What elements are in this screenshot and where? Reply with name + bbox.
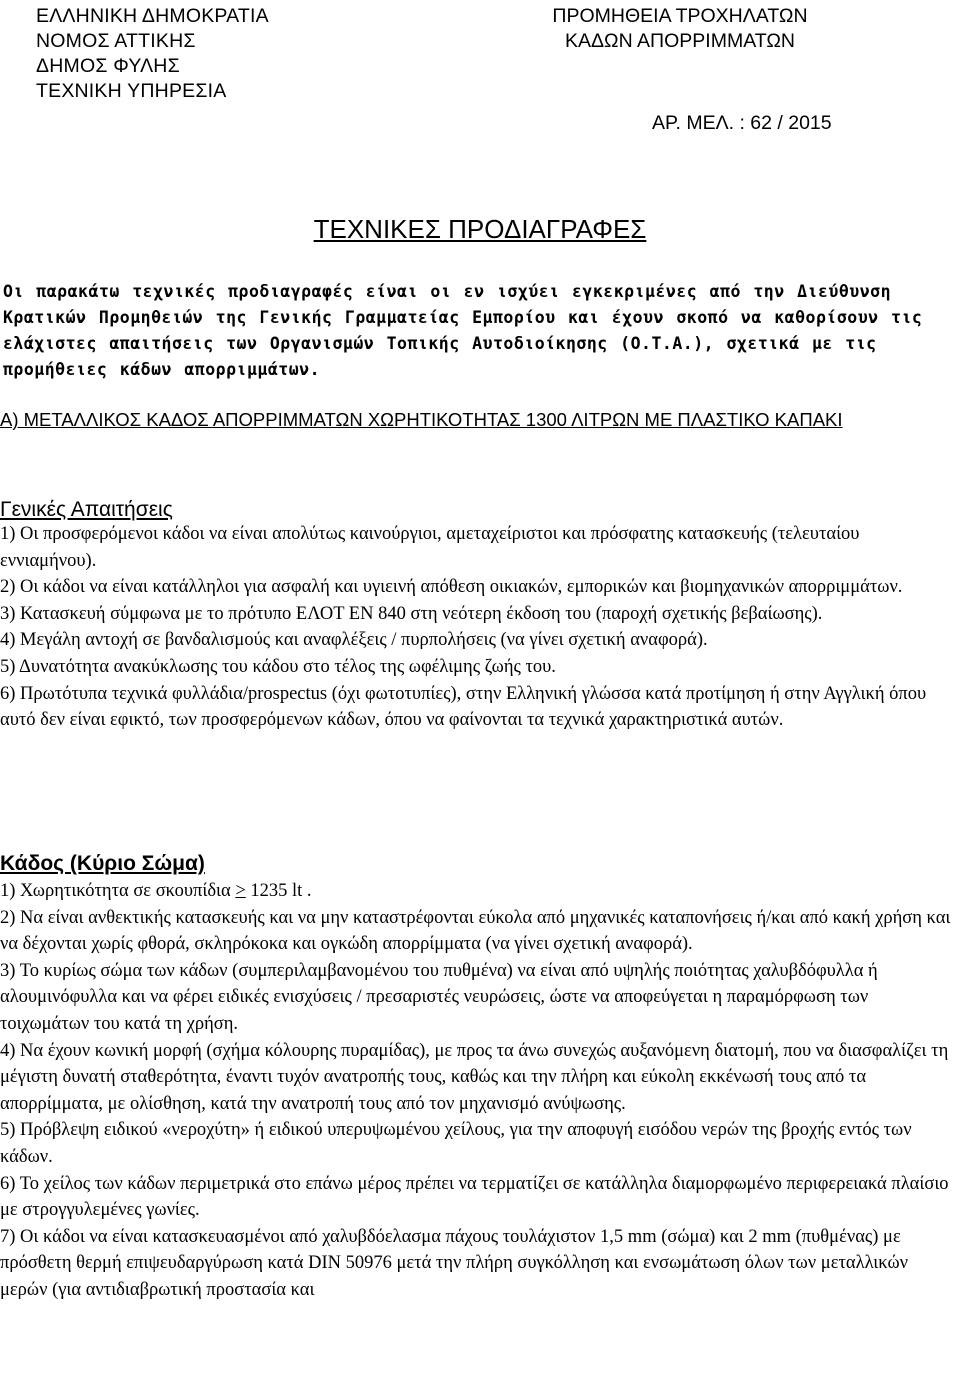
list-item: 5) Δυνατότητα ανακύκλωσης του κάδου στο τέλος της ωφέλιμης ζωής του. [0, 656, 556, 677]
section-a-heading: Α) ΜΕΤΑΛΛΙΚΟΣ ΚΑΔΟΣ ΑΠΟΡΡΙΜΜΑΤΩΝ ΧΩΡΗΤΙΚΟΤΗΤΑΣ 1300 ΛΙΤΡΩΝ ΜΕ ΠΛΑΣΤΙΚΟ ΚΑΠΑΚΙ [0, 409, 843, 430]
list-item: 7) Οι κάδοι να είναι κατασκευασμένοι από χαλυβδόελασμα πάχους τουλάχιστον 1,5 mm (σώμα) και 2 mm (πυθμένας) με πρόσθετη θερμή επιψευδαργύρωση κατά DIN 50976 μετά την πλήρη συγκόλληση και ενσωμάτωση όλων των μεταλλικών μερών (για αντιδιαβρωτική προστασία και [0, 1226, 908, 1300]
issuer-block [36, 4, 269, 104]
subject-line-2: ΚΑΔΩΝ ΑΠΟΡΡΙΜΜΑΤΩΝ [565, 30, 795, 52]
list-item: 1) Χωρητικότητα σε σκουπίδια > 1235 lt . [0, 881, 312, 901]
subject-line-1: ΠΡΟΜΗΘΕΙΑ ΤΡΟΧΗΛΑΤΩΝ [552, 5, 808, 27]
issuer-line-municipality: ΔΗΜΟΣ ΦΥΛΗΣ [36, 55, 180, 77]
list-item: 5) Πρόβλεψη ειδικού «νεροχύτη» ή ειδικού υπερυψωμένου χείλους, για την αποφυγή εισόδου νερών της βροχής εντός των κάδων. [0, 1120, 912, 1167]
general-requirements-list [0, 521, 956, 734]
list-item: 4) Να έχουν κωνική μορφή (σχήμα κόλουρης πυραμίδας), με προς τα άνω συνεχώς αυξανόμενη διατομή, που να διασφαλίζει τη μέγιστη δυνατή σταθερότητα, έναντι τυχόν ανατροπής τους, καθώς και την πλήρη και εύκολη εκκένωσή τους από τα απορρίμματα, με ολίσθηση, κατά την ανατροπή τους από τον μηχανισμό ανύψωσης. [0, 1040, 949, 1114]
list-item: 4) Μεγάλη αντοχή σε βανδαλισμούς και αναφλέξεις / πυρπολήσεις (να γίνει σχετική αναφορά). [0, 630, 708, 651]
list-item: 3) Το κυρίως σώμα των κάδων (συμπεριλαμβανομένου του πυθμένα) να είναι από υψηλής ποιότητας χαλυβδόφυλλα ή αλουμινόφυλλα και να φέρει ειδικές ενισχύσεις / πρεσαριστές νευρώσεις, ώστε να αποφεύγεται η παραμόρφωση των τοιχωμάτων του κατά τη χρήση. [0, 960, 878, 1034]
bin-body-heading: Κάδος (Κύριο Σώμα) [0, 852, 205, 875]
list-item: 2) Να είναι ανθεκτικής κατασκευής και να μην καταστρέφονται εύκολα από μηχανικές καταπονήσεις ή/και από κακή χρήση και να δέχονται χωρίς φθορά, σκληρόκοκα και ογκώδη απορρίμματα (να γίνει σχετική αναφορά). [0, 907, 951, 955]
list-item: 1) Οι προσφερόμενοι κάδοι να είναι απολύτως καινούργιοι, αμεταχείριστοι και πρόσφατης κατασκευής (τελευταίου εννιαμήνου). [0, 524, 860, 571]
list-item: 6) Πρωτότυπα τεχνικά φυλλάδια/prospectus (όχι φωτοτυπίες), στην Ελληνική γλώσσα κατά προτίμηση ή στην Αγγλική όπου αυτό δεν είναι εφικτό, των προσφερόμενων κάδων, όπου να φαίνονται τα τεχνικά χαρακτηριστικά αυτών. [0, 683, 927, 731]
issuer-line-country: ΕΛΛΗΝΙΚΗ ΔΗΜΟΚΡΑΤΙΑ [36, 5, 269, 27]
issuer-line-department: ΤΕΧΝΙΚΗ ΥΠΗΡΕΣΙΑ [36, 80, 227, 102]
subject-block [510, 4, 850, 54]
page-title: ΤΕΧΝΙΚΕΣ ΠΡΟΔΙΑΓΡΑΦΕΣ [313, 214, 647, 244]
list-item: 2) Οι κάδοι να είναι κατάλληλοι για ασφαλή και υγιεινή απόθεση οικιακών, εμπορικών και βιομηχανικών απορριμμάτων. [0, 577, 903, 598]
issuer-line-prefecture: ΝΟΜΟΣ ΑΤΤΙΚΗΣ [36, 30, 196, 52]
greater-equal-symbol: > [235, 881, 246, 901]
general-requirements-heading: Γενικές Απαιτήσεις [0, 498, 173, 521]
intro-paragraph: Οι παρακάτω τεχνικές προδιαγραφές είναι οι εν ισχύει εγκεκριμένες από την Διεύθυνση Κρατικών Προμηθειών της Γενικής Γραμματείας Εμπορίου και έχουν σκοπό να καθορίσουν τις ελάχιστες απαιτήσεις των Οργανισμών Τοπικής Αυτοδιοίκησης (Ο.Τ.Α.), σχετικά με τις προμήθειες κάδων απορριμμάτων. [3, 282, 923, 379]
list-item: 3) Κατασκευή σύμφωνα με το πρότυπο ΕΛΟΤ ΕΝ 840 στη νεότερη έκδοση του (παροχή σχετικής βεβαίωσης). [0, 603, 823, 624]
bin-body-list [0, 878, 956, 1304]
list-item: 6) Το χείλος των κάδων περιμετρικά στο επάνω μέρος πρέπει να τερματίζει σε κατάλληλα διαμορφωμένο περιφερειακά πλαίσιο με στρογγυλεμένες γωνίες. [0, 1173, 949, 1221]
study-reference: ΑΡ. ΜΕΛ. : 62 / 2015 [652, 112, 832, 134]
